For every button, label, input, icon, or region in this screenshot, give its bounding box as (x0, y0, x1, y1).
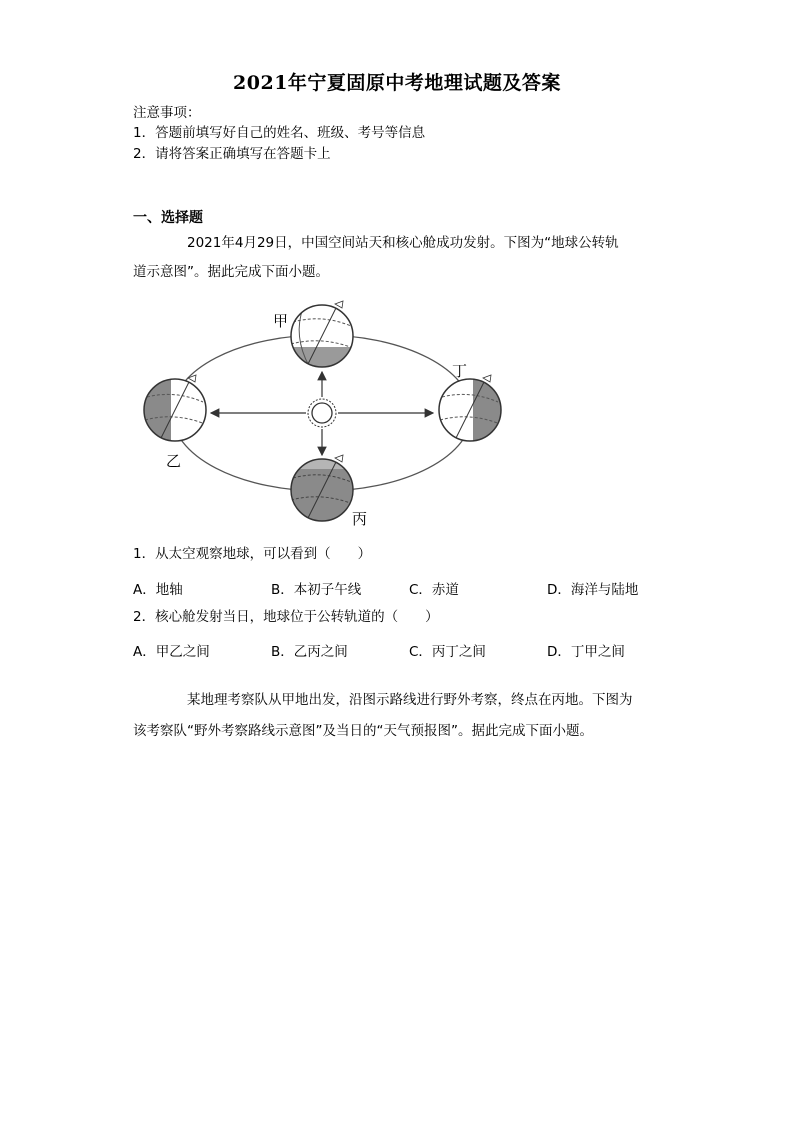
label-ding: 丁 (452, 362, 468, 380)
q2-option-a: A．甲乙之间 (133, 644, 210, 660)
intro2-paragraph-line-2: 该考察队“野外考察路线示意图”及当日的“天气预报图”。据此完成下面小题。 (133, 723, 593, 739)
page-title: 2021年宁夏固原中考地理试题及答案 (233, 72, 561, 94)
notes-heading: 注意事项： (133, 105, 201, 121)
notes-item-1: 1．答题前填写好自己的姓名、班级、考号等信息 (133, 125, 426, 141)
notes-item-2: 2．请将答案正确填写在答题卡上 (133, 146, 331, 162)
orbit-diagram-svg (133, 292, 523, 532)
sun-icon (308, 399, 336, 427)
question-2-stem: 2．核心舱发射当日，地球位于公转轨道的（ ） (133, 609, 439, 625)
section-heading-choice: 一、选择题 (133, 210, 203, 226)
q1-option-b: B．本初子午线 (271, 582, 362, 598)
question-1-stem: 1．从太空观察地球，可以看到（ ） (133, 546, 372, 562)
earth-ding-icon (439, 375, 505, 447)
intro-paragraph-line-2: 道示意图”。据此完成下面小题。 (133, 264, 329, 280)
label-jia: 甲 (273, 312, 289, 330)
q1-option-d: D．海洋与陆地 (547, 582, 639, 598)
q1-option-c: C．赤道 (409, 582, 459, 598)
q2-option-d: D．丁甲之间 (547, 644, 625, 660)
label-bing: 丙 (352, 510, 368, 528)
intro2-paragraph-line-1: 某地理考察队从甲地出发，沿图示路线进行野外考察，终点在丙地。下图为 (187, 692, 633, 708)
q2-option-c: C．丙丁之间 (409, 644, 486, 660)
earth-bing-icon (283, 455, 363, 521)
earth-jia-icon (283, 301, 363, 372)
label-yi: 乙 (166, 452, 182, 470)
earth-orbit-diagram (133, 292, 523, 532)
q2-option-b: B．乙丙之间 (271, 644, 348, 660)
q1-option-a: A．地轴 (133, 582, 183, 598)
intro-paragraph-line-1: 2021年4月29日，中国空间站天和核心舱成功发射。下图为“地球公转轨 (187, 235, 619, 251)
earth-yi-icon (141, 375, 206, 447)
